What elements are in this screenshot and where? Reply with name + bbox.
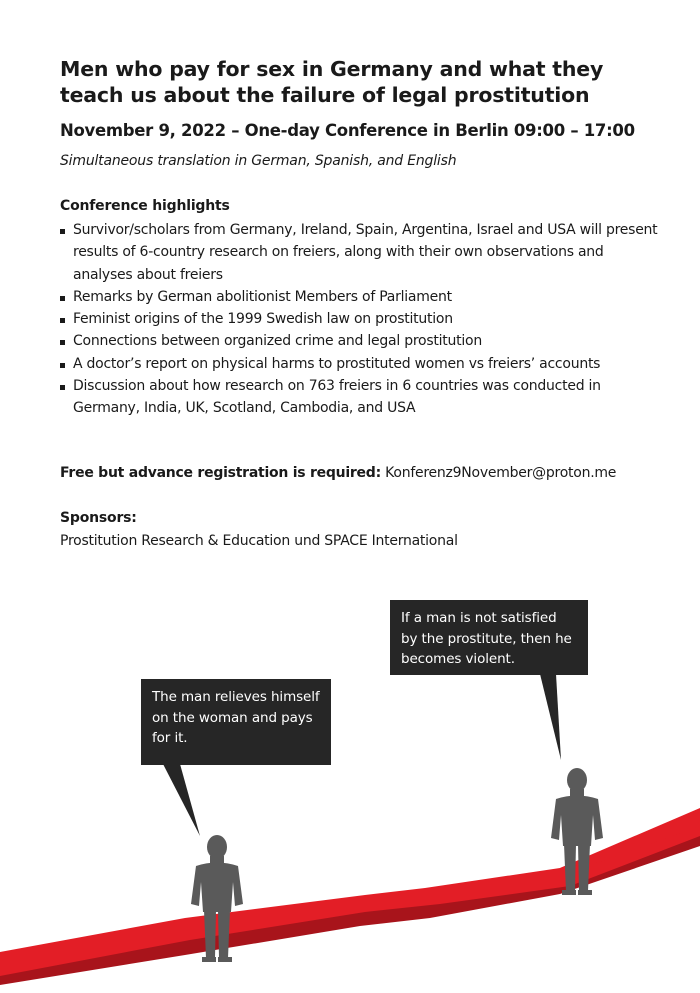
highlight-item: Discussion about how research on 763 freiers in 6 countries was conducted in Germany, India, UK, Scotland, Cambodia, and USA xyxy=(60,375,660,420)
highlight-item: Feminist origins of the 1999 Swedish law on prostitution xyxy=(60,308,660,330)
page-title: Men who pay for sex in Germany and what they teach us about the failure of legal prostitution xyxy=(60,57,604,107)
registration-label: Free but advance registration is required: xyxy=(60,465,381,481)
bubble-tail-right xyxy=(540,674,561,760)
sponsors-heading: Sponsors: xyxy=(60,510,137,526)
registration-email[interactable]: Konferenz9November@proton.me xyxy=(385,465,617,481)
bubble-tail-left xyxy=(163,764,200,836)
highlight-item: Connections between organized crime and legal prostitution xyxy=(60,330,660,352)
highlight-item: Remarks by German abolitionist Members of Parliament xyxy=(60,286,660,308)
speech-bubble-left: The man relieves himself on the woman and pays for it. xyxy=(141,679,331,765)
speech-bubble-right: If a man is not satisfied by the prostitute, then he becomes violent. xyxy=(390,600,588,675)
highlight-item: Survivor/scholars from Germany, Ireland, Spain, Argentina, Israel and USA will present results of 6-country research on freiers, along with their own observations and analyses about freiers xyxy=(60,219,660,286)
conference-date-line: November 9, 2022 – One-day Conference in Berlin 09:00 – 17:00 xyxy=(60,121,635,140)
translation-note: Simultaneous translation in German, Spanish, and English xyxy=(60,153,457,169)
highlights-heading: Conference highlights xyxy=(60,198,230,214)
highlight-item: A doctor’s report on physical harms to prostituted women vs freiers’ accounts xyxy=(60,353,660,375)
sponsors-text: Prostitution Research & Education und SPACE International xyxy=(60,533,458,549)
